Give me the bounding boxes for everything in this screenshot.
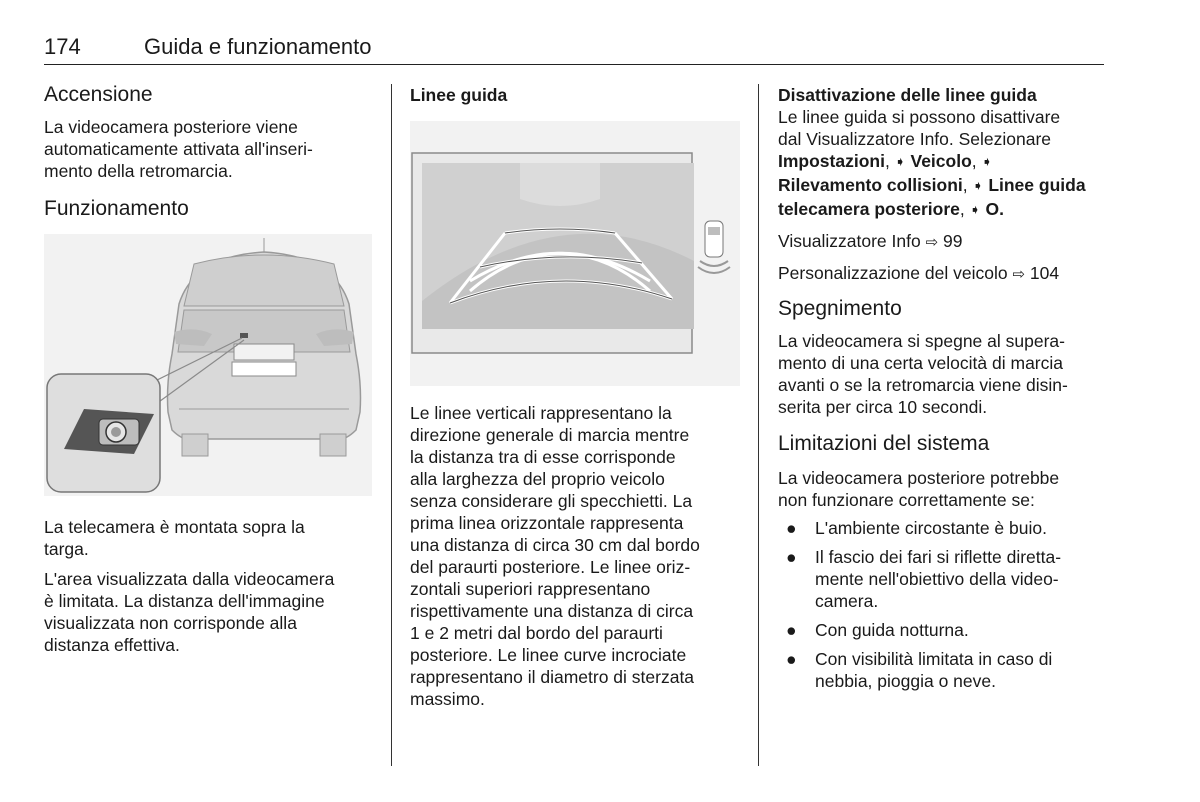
text-line: rispettivamente una distanza di circa	[410, 601, 694, 621]
caption-camera	[44, 516, 374, 560]
text-line: dal Visualizzatore Info. Selezionare	[778, 129, 1052, 149]
text-line: targa.	[44, 539, 89, 559]
list-item: ● Il fascio dei fari si riflette diretta- mente nell'obiettivo della video- camera.	[786, 547, 1062, 611]
arrow-icon: ➧	[894, 154, 906, 169]
paragraph-spegnimento	[778, 330, 1108, 418]
list-item: ● L'ambiente circostante è buio.	[786, 518, 1047, 538]
guidelines-display-illustration	[410, 121, 740, 386]
text-line: la distanza tra di esse corrisponde	[410, 447, 676, 467]
text-line: L'area visualizzata dalla videocamera	[44, 569, 335, 589]
bullet-icon: ●	[786, 620, 797, 640]
bullet-icon: ●	[786, 518, 797, 538]
limitations-list	[778, 517, 1108, 692]
menu-path-line: Rilevamento collisioni, ➧ Linee guida	[778, 175, 1086, 195]
text-line: mento della retromarcia.	[44, 161, 233, 181]
column-right	[778, 78, 1108, 692]
heading-linee-guida: Linee guida	[410, 85, 508, 105]
paragraph-limitazioni	[778, 467, 1108, 511]
text-line: Le linee guida si possono disattivare	[778, 107, 1061, 127]
text-line: La videocamera posteriore viene	[44, 117, 298, 137]
text-line: posteriore. Le linee curve incrociate	[410, 645, 687, 665]
menu-path-line: Impostazioni, ➧ Veicolo, ➧	[778, 151, 993, 171]
heading-disattivazione: Disattivazione delle linee guida	[778, 85, 1037, 105]
text-line: 1 e 2 metri dal bordo del paraurti	[410, 623, 663, 643]
off-icon: O	[985, 199, 1000, 219]
heading-accensione: Accensione	[44, 83, 153, 106]
reference-visualizzatore: Visualizzatore Info ⇨ 99	[778, 231, 963, 251]
menu-path-line: telecamera posteriore, ➧ O.	[778, 199, 1004, 219]
list-item: ● Con visibilità limitata in caso di nebbia, pioggia o neve.	[786, 649, 1053, 691]
text-line: del paraurti posteriore. Le linee oriz-	[410, 557, 691, 577]
text-line: senza considerare gli specchietti. La	[410, 491, 693, 511]
column-middle	[410, 78, 745, 710]
text-line: è limitata. La distanza dell'immagine	[44, 591, 325, 611]
heading-spegnimento: Spegnimento	[778, 297, 902, 320]
text-line: La telecamera è montata sopra la	[44, 517, 305, 537]
text-line: direzione generale di marcia mentre	[410, 425, 690, 445]
heading-limitazioni: Limitazioni del sistema	[778, 432, 990, 455]
text-line: massimo.	[410, 689, 485, 709]
page-ref-icon: ⇨	[1012, 266, 1026, 283]
running-title: Guida e funzionamento	[144, 34, 372, 59]
arrow-icon: ➧	[981, 154, 993, 169]
bullet-icon: ●	[786, 649, 797, 669]
menu-veicolo: Veicolo	[910, 151, 972, 171]
text-line: visualizzata non corrisponde alla	[44, 613, 297, 633]
text-line: Le linee verticali rappresentano la	[410, 403, 672, 423]
text-line: mento di una certa velocità di marcia	[778, 353, 1063, 373]
text-line: distanza effettiva.	[44, 635, 180, 655]
paragraph-area	[44, 568, 374, 656]
paragraph-accensione	[44, 116, 374, 182]
guidelines-screen	[410, 121, 740, 386]
column-left	[44, 78, 374, 656]
text-line: La videocamera posteriore potrebbe	[778, 468, 1060, 488]
text-line: alla larghezza del proprio veicolo	[410, 469, 665, 489]
rear-camera-illustration	[44, 234, 372, 496]
text-line: automaticamente attivata all'inseri-	[44, 139, 313, 159]
arrow-icon: ➧	[969, 202, 981, 217]
paragraph-linee-guida	[410, 402, 745, 710]
column-divider	[758, 84, 759, 766]
car-rear-illustration	[44, 234, 372, 496]
text-line: non funzionare correttamente se:	[778, 490, 1035, 510]
text-line: avanti o se la retromarcia viene disin-	[778, 375, 1068, 395]
page-number: 174	[44, 34, 81, 59]
text-line: La videocamera si spegne al supera-	[778, 331, 1065, 351]
bullet-icon: ●	[786, 547, 797, 567]
arrow-icon: ➧	[972, 178, 984, 193]
text-line: prima linea orizzontale rappresenta	[410, 513, 684, 533]
menu-linee-guida: Linee guida	[988, 175, 1086, 195]
text-line: zontali superiori rappresentano	[410, 579, 651, 599]
page-header	[44, 34, 1104, 65]
list-item: ● Con guida notturna.	[786, 620, 969, 640]
text-line: una distanza di circa 30 cm dal bordo	[410, 535, 700, 555]
text-line: serita per circa 10 secondi.	[778, 397, 988, 417]
menu-rilevamento: Rilevamento collisioni	[778, 175, 963, 195]
reference-personalizzazione: Personalizzazione del veicolo ⇨ 104	[778, 263, 1060, 283]
paragraph-disattivazione	[778, 106, 1108, 222]
column-divider	[391, 84, 392, 766]
menu-impostazioni: Impostazioni	[778, 151, 885, 171]
menu-telecamera: telecamera posteriore	[778, 199, 960, 219]
page-ref-icon: ⇨	[925, 234, 939, 251]
heading-funzionamento: Funzionamento	[44, 197, 189, 220]
text-line: rappresentano il diametro di sterzata	[410, 667, 695, 687]
